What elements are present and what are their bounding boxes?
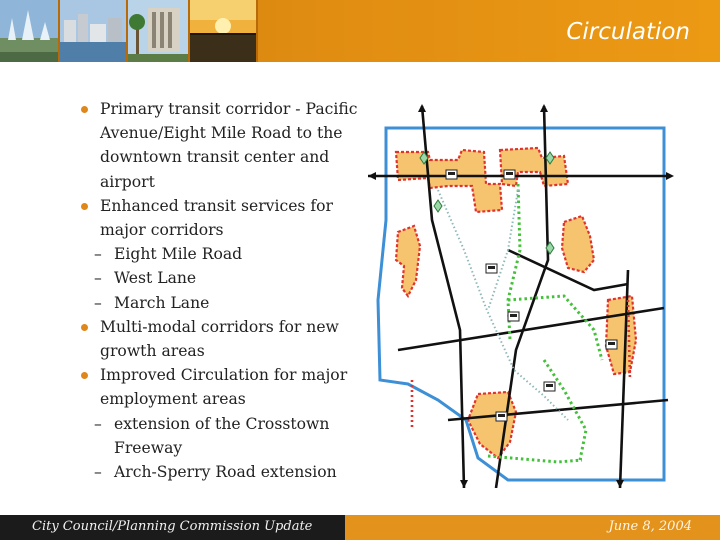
building-palms-photo [128,0,190,62]
footer-bar [0,515,720,540]
dash-marker: – [94,269,102,288]
bullet-item [40,315,370,363]
transit-station-icon [544,382,555,391]
dash-marker: – [94,414,102,433]
transit-station-icon [486,264,497,273]
header-bar [0,0,720,62]
circulation-map [368,100,674,488]
interchange-icon [434,200,442,212]
transit-station-icon [446,170,457,179]
bullet-text: Multi-modal corridors for new growth areas [100,317,339,361]
sunset-field-photo [190,0,258,62]
bullet-item [40,97,370,194]
bullet-text: Eight Mile Road [114,245,243,264]
sub-bullet-item [40,412,370,460]
city-waterfront-photo [60,0,128,62]
north-east-growth-area [500,148,568,186]
south-east-growth-area [606,296,636,374]
bullet-text: March Lane [114,293,210,312]
bullet-text: extension of the Crosstown Freeway [114,414,330,457]
bullet-text: Enhanced transit services for major corridors [100,196,334,240]
bullet-item [40,363,370,411]
sub-bullet-item [40,242,370,266]
transit-station-icon [606,340,617,349]
sub-bullet-item [40,460,370,484]
east-growth-area [562,216,594,272]
sub-bullet-item [40,266,370,290]
green-corridor-east [508,296,602,360]
bullet-item [40,194,370,242]
fountain-photo [0,0,60,62]
bullet-text: Improved Circulation for major employment areas [100,366,348,409]
bullet-list [40,97,370,484]
header-photo-strip [0,0,250,62]
transit-stations [446,170,617,421]
transit-station-icon [508,312,519,321]
transit-station-icon [504,170,515,179]
green-corridor-sw [488,456,582,462]
dash-marker: – [94,293,102,312]
slide-title: Circulation [566,19,690,45]
dash-marker: – [94,463,102,482]
west-growth-area [396,226,420,296]
north-growth-area [396,150,502,212]
dash-marker: – [94,245,102,264]
footer-meeting-text: City Council/Planning Commission Update [32,519,313,534]
footer-date-text: June 8, 2004 [608,519,692,534]
bullet-text: Primary transit corridor - Pacific Avenue/Eight Mile Road to the downtown transit center and airport [100,100,358,191]
bullet-text: Arch-Sperry Road extension [114,463,337,482]
sub-bullet-item [40,291,370,315]
growth-areas [396,148,636,458]
bullet-text: West Lane [114,269,197,288]
transit-station-icon [496,412,507,421]
